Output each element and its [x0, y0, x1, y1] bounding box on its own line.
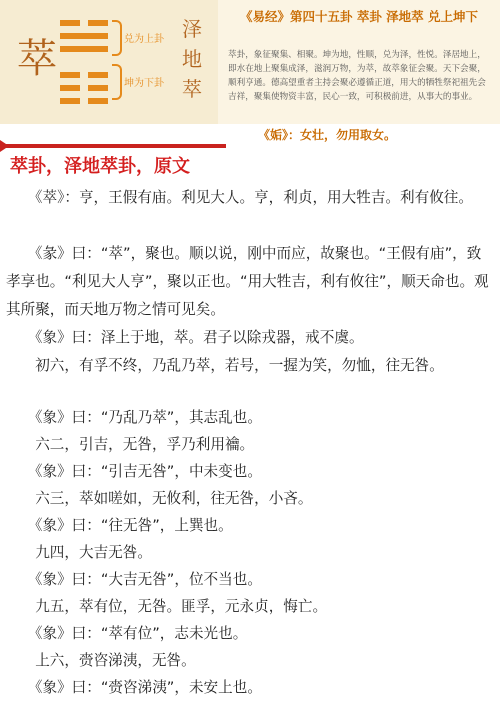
heading-divider: [0, 144, 226, 148]
vertical-name-char: 萃: [182, 77, 202, 101]
text-paragraph: 六二，引吉，无咎，孚乃利用禴。: [6, 436, 255, 453]
hexagram-character: 萃: [17, 36, 57, 82]
text-paragraph: 《萃》：亨，王假有庙。利见大人。亨，利贞，用大牲吉。利有攸往。: [6, 189, 473, 206]
text-paragraph: 六三，萃如嗟如，无攸利，往无咎，小吝。: [6, 490, 313, 507]
vertical-name-char: 地: [182, 47, 202, 71]
card-title: 《易经》第四十五卦 萃卦 泽地萃 兑上坤下: [239, 9, 479, 24]
related-hexagram-note: 《姤》：女壮，勿用取女。: [258, 128, 397, 142]
lower-brace-icon: [112, 64, 122, 100]
upper-trigram-label: 兑为上卦: [124, 34, 164, 45]
hexagram-panel: [0, 0, 218, 124]
text-paragraph: 《象》曰：“乃乱乃萃”，其志乱也。: [6, 409, 262, 426]
text-paragraph: 九四，大吉无咎。: [6, 544, 152, 561]
hexagram-card: [0, 0, 500, 124]
text-paragraph: 《象》曰：“赍咨涕洟”，未安上也。: [6, 679, 262, 696]
text-paragraph: 初六，有孚不终，乃乱乃萃，若号，一握为笑，勿恤，往无咎。: [6, 357, 444, 374]
card-description: 萃卦，象征聚集、相聚。坤为地，性顺，兑为泽，性悦。泽居地上，即水在地上聚集成泽，滋润万物，为萃，故萃象征会聚。天下会聚，顺利亨通。德高望重者主持会聚必遵循正道，用大的牺牲祭祀祖先会吉祥，聚集使物资丰富，民心一致，可积极前进，从事大的事业。: [228, 50, 486, 102]
text-paragraph: 《象》曰：“引吉无咎”，中未变也。: [6, 463, 262, 480]
vertical-name-char: 泽: [182, 17, 202, 41]
text-paragraph: 九五，萃有位，无咎。匪孚，元永贞，悔亡。: [6, 598, 328, 615]
hexagram-symbol-icon: [60, 20, 108, 104]
section-heading: 萃卦，泽地萃卦，原文: [10, 156, 190, 177]
upper-brace-icon: [112, 20, 122, 56]
text-paragraph: 《象》曰：泽上于地，萃。君子以除戎器，戒不虞。: [6, 329, 364, 346]
hexagram-vertical-name: [180, 14, 204, 104]
text-paragraph: 《彖》曰：“萃”，聚也。顺以说，刚中而应，故聚也。“王假有庙”，致孝享也。“利见大人亨”，聚以正也。“用大牲吉，利有攸往”，顺天命也。观其所聚，而天地万物之情可见矣。: [6, 245, 489, 318]
text-paragraph: 《象》曰：“大吉无咎”，位不当也。: [6, 571, 262, 588]
text-paragraph: 《象》曰：“往无咎”，上巽也。: [6, 517, 233, 534]
text-paragraph: 上六，赍咨涕洟，无咎。: [6, 652, 196, 669]
lower-trigram-label: 坤为下卦: [124, 78, 164, 89]
text-paragraph: 《象》曰：“萃有位”，志未光也。: [6, 625, 248, 642]
